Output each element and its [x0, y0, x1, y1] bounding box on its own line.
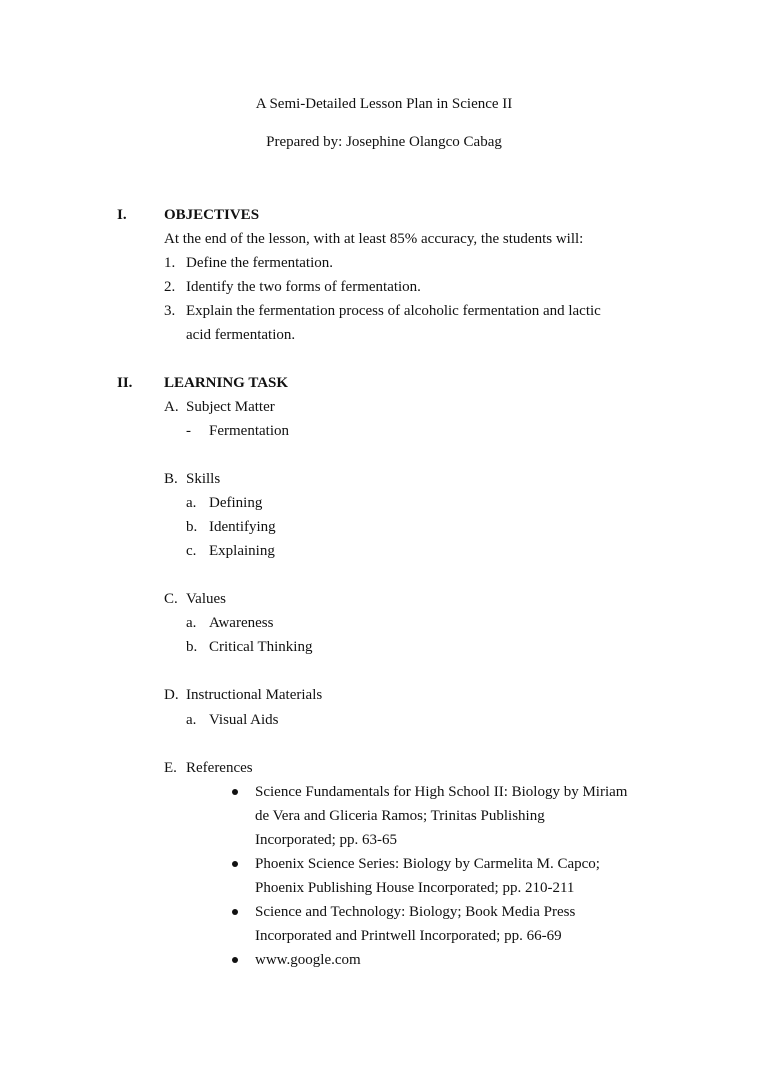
list-number: 2.	[164, 279, 176, 295]
section-numeral: I.	[117, 207, 127, 223]
bullet-icon	[232, 957, 238, 963]
list-letter: b.	[186, 639, 198, 655]
subsection-label: Skills	[186, 471, 221, 487]
list-letter: a.	[186, 615, 197, 631]
section-heading: OBJECTIVES	[164, 207, 260, 223]
reference-line: de Vera and Gliceria Ramos; Trinitas Publishing	[255, 808, 545, 824]
objective-item: Explain the fermentation process of alcoholic fermentation and lactic	[186, 303, 601, 319]
reference-line: Phoenix Publishing House Incorporated; pp. 210-211	[255, 880, 575, 896]
value-item: Awareness	[209, 615, 274, 631]
section-numeral: II.	[117, 375, 133, 391]
subsection-letter: C.	[164, 591, 178, 607]
section-heading: LEARNING TASK	[164, 375, 289, 391]
list-letter: c.	[186, 543, 197, 559]
skill-item: Explaining	[209, 543, 275, 559]
list-letter: a.	[186, 495, 197, 511]
bullet-icon	[232, 789, 238, 795]
subsection-label: Subject Matter	[186, 399, 275, 415]
subsection-letter: B.	[164, 471, 178, 487]
reference-line: Incorporated and Printwell Incorporated; pp. 66-69	[255, 928, 562, 944]
objective-item: Identify the two forms of fermentation.	[186, 279, 421, 295]
list-number: 3.	[164, 303, 176, 319]
subsection-label: Values	[186, 591, 226, 607]
bullet-icon	[232, 909, 238, 915]
list-number: 1.	[164, 255, 176, 271]
subject-matter-item: Fermentation	[209, 423, 289, 439]
reference-line: Science and Technology: Biology; Book Media Press	[255, 904, 576, 920]
prepared-by: Prepared by: Josephine Olangco Cabag	[266, 134, 502, 150]
material-item: Visual Aids	[209, 712, 279, 728]
subsection-letter: E.	[164, 760, 177, 776]
objective-item: Define the fermentation.	[186, 255, 334, 271]
reference-line: Incorporated; pp. 63-65	[255, 832, 398, 848]
dash-marker: -	[186, 423, 191, 439]
reference-line: Phoenix Science Series: Biology by Carmelita M. Capco;	[255, 856, 600, 872]
subsection-letter: A.	[164, 399, 179, 415]
subsection-label: References	[186, 760, 253, 776]
subsection-letter: D.	[164, 687, 179, 703]
objective-item-continued: acid fermentation.	[186, 327, 296, 343]
skill-item: Identifying	[209, 519, 276, 535]
reference-line: Science Fundamentals for High School II: Biology by Miriam	[255, 784, 628, 800]
list-letter: b.	[186, 519, 198, 535]
reference-link: www.google.com	[255, 952, 361, 968]
bullet-icon	[232, 861, 238, 867]
objectives-intro: At the end of the lesson, with at least 85% accuracy, the students will:	[164, 231, 584, 247]
subsection-label: Instructional Materials	[186, 687, 323, 703]
skill-item: Defining	[209, 495, 263, 511]
value-item: Critical Thinking	[209, 639, 313, 655]
list-letter: a.	[186, 712, 197, 728]
document-title: A Semi-Detailed Lesson Plan in Science II	[255, 96, 513, 112]
